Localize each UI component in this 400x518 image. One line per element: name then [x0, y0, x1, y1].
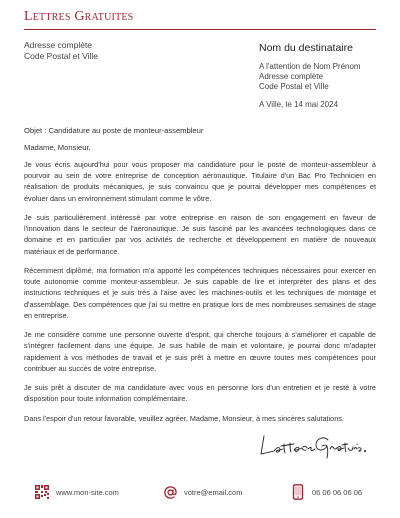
recipient-line: Adresse complète — [259, 72, 324, 81]
body-paragraph: Je vous écris aujourd'hui pour vous proposer ma candidature pour le poste de monteur-assembleur à pourvoir au sein de votre entreprise de conception aéronautique. Titulaire d'un Bac Pro Technicien en réalisation de produits mécaniques, je suis convaincu que je pourrai développer mes compétences et évoluer dans un environnement stimulant comme le vôtre. — [24, 160, 376, 203]
sender-name: Lettres Gratuites — [24, 9, 134, 24]
at-sign-icon — [162, 484, 178, 500]
header-divider — [24, 29, 376, 30]
footer-phone-text: 06 06 06 06 06 — [312, 487, 363, 497]
footer-website — [34, 484, 119, 500]
footer — [0, 484, 400, 504]
footer-website-text: www.mon-site.com — [56, 487, 119, 497]
sender-address-line: Code Postal et Ville — [24, 50, 99, 61]
letter-date: A Ville, le 14 mai 2024 — [259, 100, 339, 109]
body-paragraph: Je suis particulièrement intéressé par votre entreprise en raison de son engagement en faveur de l'innovation dans le secteur de l'aéronautique. Je suis fasciné par les avancées technologiques dans ce domaine et en particulier par vos activités de recherche et développement en matière de nouveaux matériaux et de performance. — [24, 213, 376, 256]
footer-phone — [290, 484, 362, 500]
mobile-phone-icon — [290, 484, 306, 500]
body-paragraph: Je suis prêt à discuter de ma candidature avec vous en personne lors d'un entretien et je resté à votre disposition pour toute information complémentaire. — [24, 383, 376, 404]
sender-address — [24, 40, 98, 61]
letter-body — [24, 159, 376, 432]
recipient-line: Code Postal et Ville — [259, 82, 329, 91]
body-paragraph: Dans l'espoir d'un retour favorable, veuillez agréer, Madame, Monsieur, à mes sincères salutations. — [24, 413, 344, 423]
sender-address-line: Adresse complète — [24, 40, 93, 50]
body-paragraph: Récemment diplômé, ma formation m'a apporté les compétences techniques nécessaires pour exercer en toute autonomie comme monteur-assembleur. Je suis capable de lire et interpréter des plans et des instructions techniques et je suis très à l'aise avec les machines-outils et les techniques de montage et d'assemblage. Des compétences que j'ai su mettre en pratique lors de mes nombreuses semaines de stage en entreprise. — [24, 266, 376, 320]
handwritten-signature — [258, 428, 368, 462]
body-paragraph: Je me considère comme une personne ouverte d'esprit, qui cherche toujours à s'améliorer et capable de s'intégrer facilement dans une équipe. Je suis habile de main et volontaire, je pourrai donc m'adapter rapidement à vos méthodes de travail et je suis prêt à mettre en œuvre toutes mes compétences pour contribuer au succès de votre entreprise. — [24, 330, 376, 373]
footer-email — [162, 484, 242, 500]
footer-email-text: votre@email.com — [184, 487, 243, 497]
recipient-block — [259, 42, 361, 92]
recipient-name: Nom du destinataire — [259, 42, 353, 54]
letter-greeting: Madame, Monsieur, — [24, 143, 91, 152]
letter-subject: Objet : Candidature au poste de monteur-assembleur — [24, 126, 204, 135]
qr-code-icon — [34, 484, 50, 500]
recipient-line: A l'attention de Nom Prénom — [259, 62, 361, 71]
